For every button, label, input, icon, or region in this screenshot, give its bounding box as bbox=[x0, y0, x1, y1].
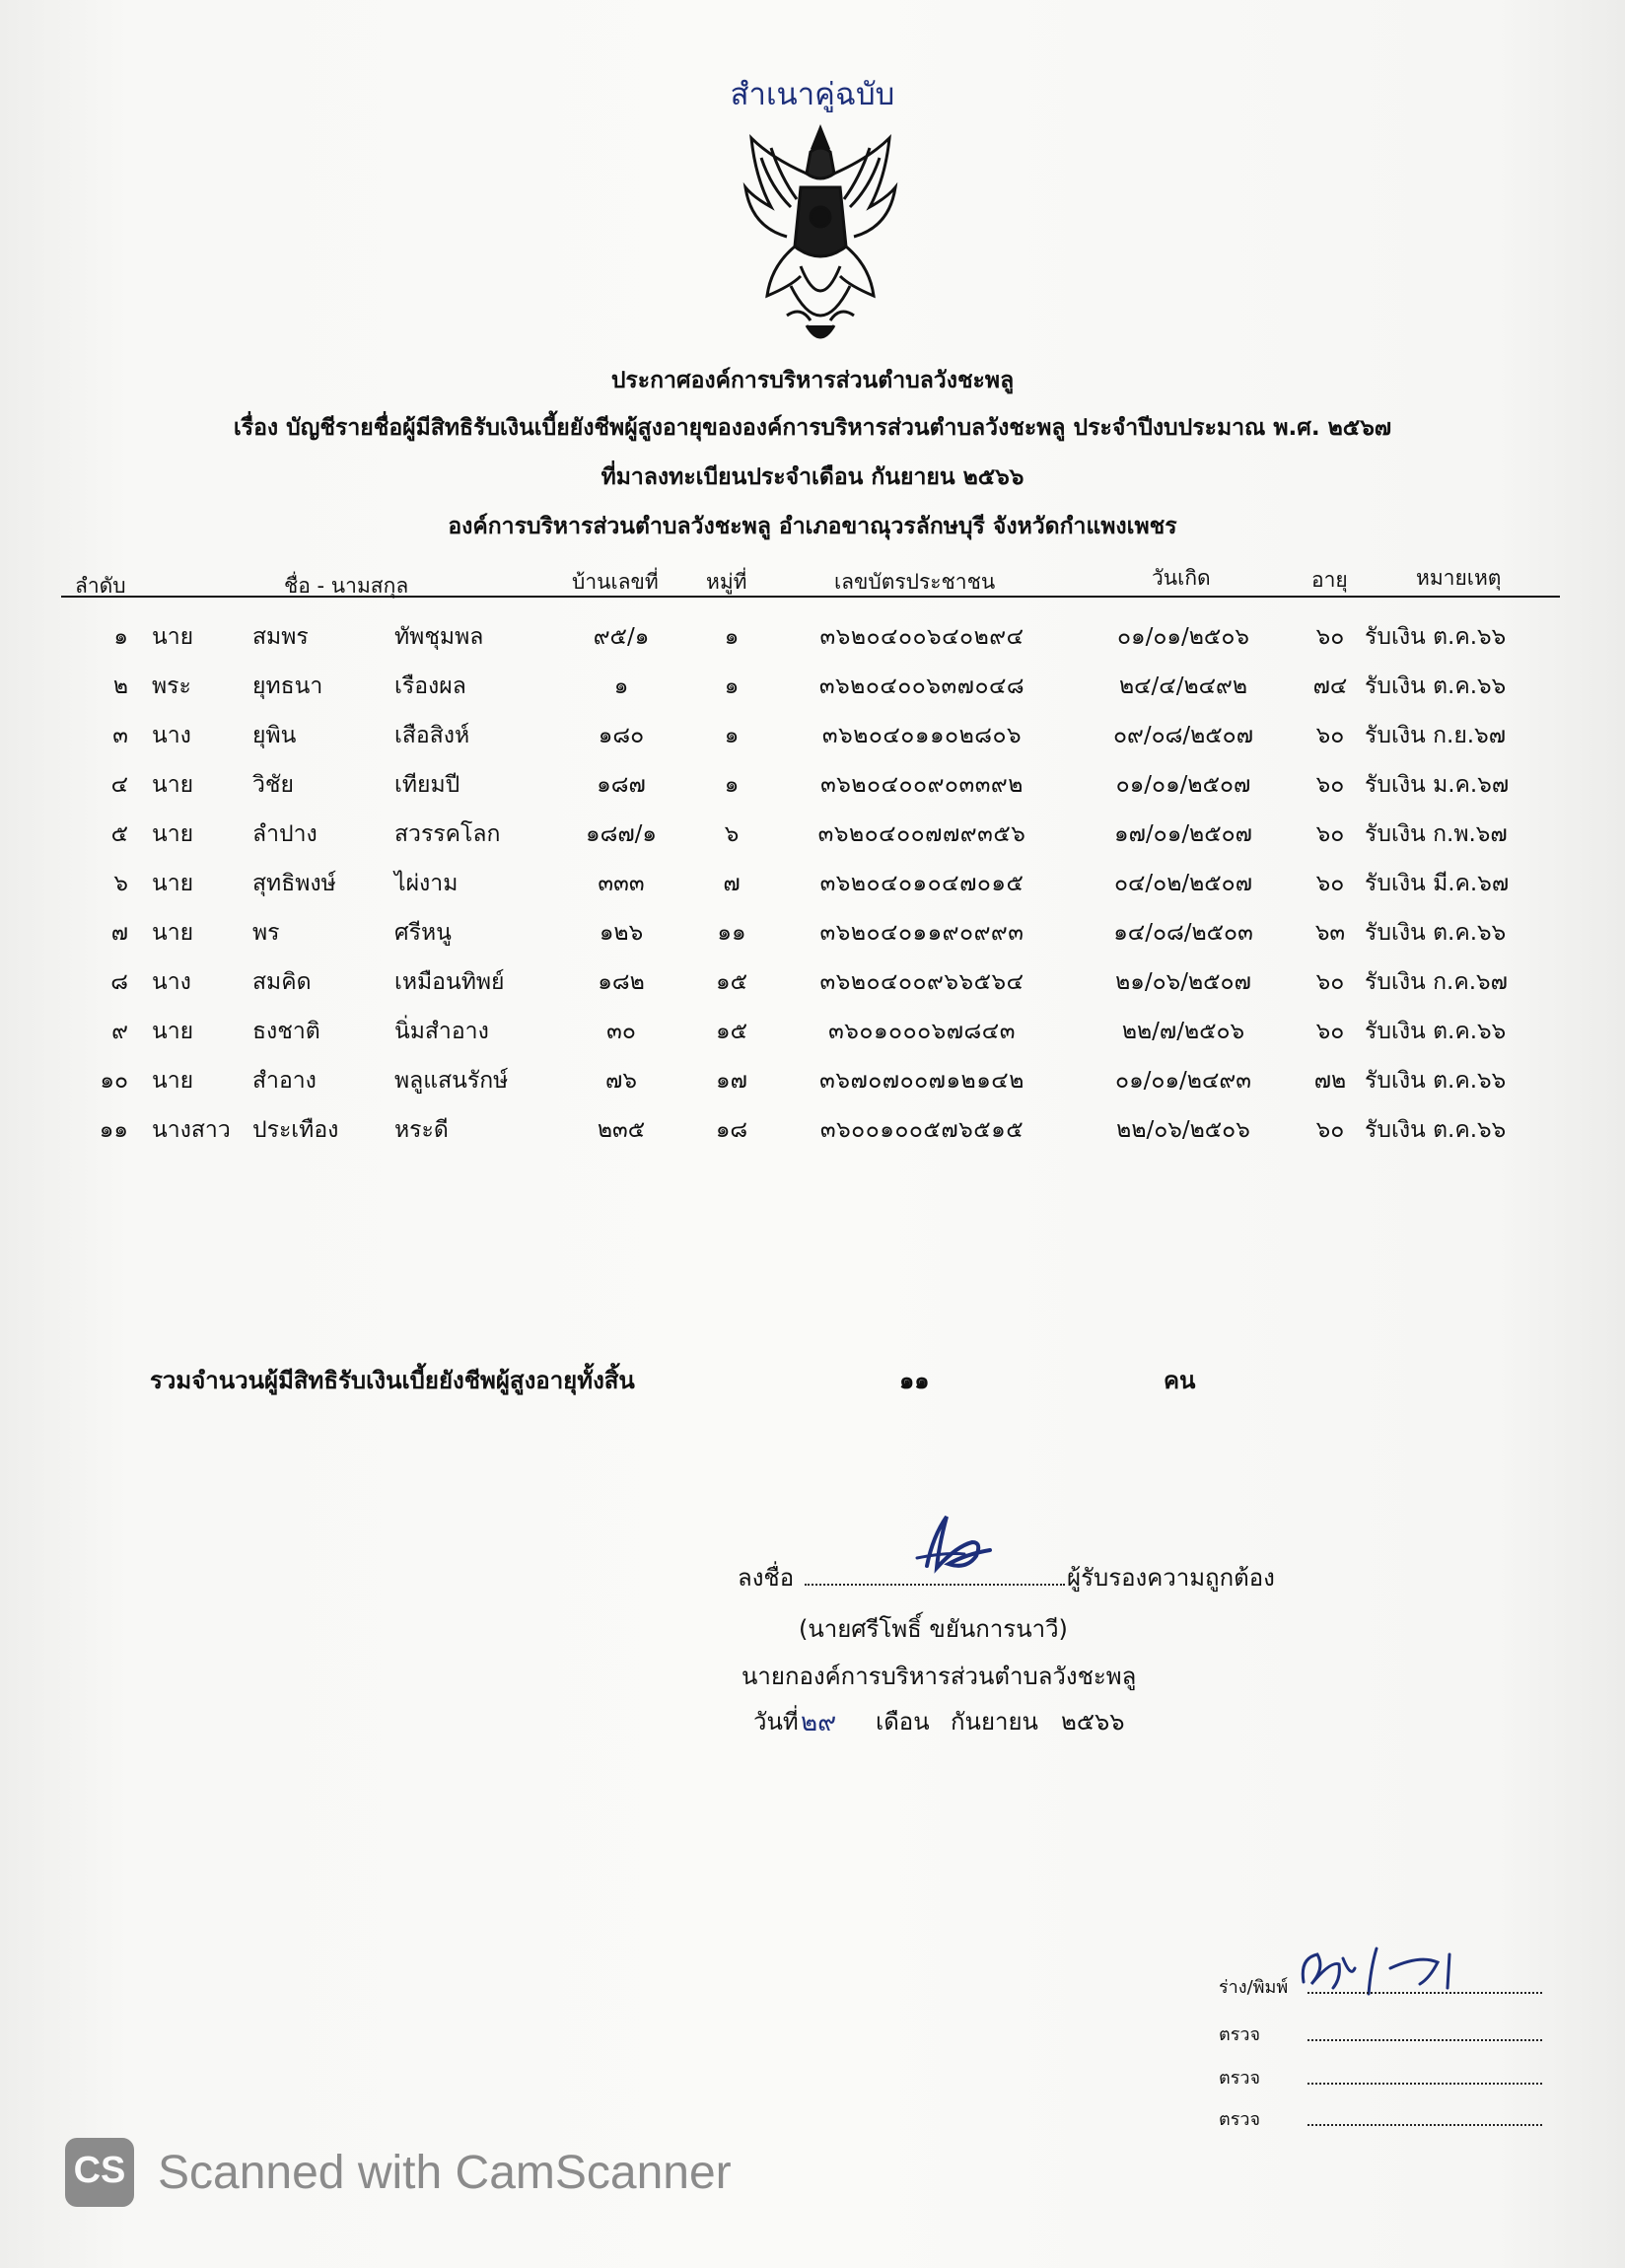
table-row bbox=[0, 1055, 1625, 1104]
row-age: ๖๓ bbox=[1314, 920, 1346, 946]
check-dotted-line-1 bbox=[1307, 2039, 1542, 2041]
check-label-1: ตรวจ bbox=[1219, 2024, 1261, 2045]
row-remark: รับเงิน ก.พ.๖๗ bbox=[1365, 821, 1508, 847]
row-no: ๕ bbox=[110, 821, 128, 847]
row-remark: รับเงิน ต.ค.๖๖ bbox=[1365, 673, 1507, 699]
col-header-no: ลำดับ bbox=[75, 574, 126, 598]
row-first-name: สำอาง bbox=[252, 1068, 317, 1094]
row-no: ๓ bbox=[112, 723, 128, 748]
row-no: ๑๑ bbox=[99, 1117, 128, 1143]
row-first-name: ธงชาติ bbox=[252, 1019, 320, 1044]
table-row bbox=[0, 907, 1625, 957]
table-row bbox=[0, 1006, 1625, 1055]
table-row bbox=[0, 710, 1625, 759]
col-header-name: ชื่อ - นามสกุล bbox=[284, 574, 409, 598]
row-no: ๗ bbox=[110, 920, 128, 946]
row-last-name: สวรรคโลก bbox=[394, 821, 501, 847]
row-id: ๓๖๐๐๑๐๐๕๗๖๕๑๕ bbox=[819, 1117, 1024, 1143]
row-remark: รับเงิน ต.ค.๖๖ bbox=[1365, 1117, 1507, 1143]
row-title: นาย bbox=[152, 821, 194, 847]
row-age: ๖๐ bbox=[1315, 772, 1345, 798]
row-remark: รับเงิน ต.ค.๖๖ bbox=[1365, 920, 1507, 946]
row-first-name: ลำปาง bbox=[252, 821, 318, 847]
row-remark: รับเงิน ต.ค.๖๖ bbox=[1365, 624, 1507, 650]
table-row bbox=[0, 661, 1625, 710]
row-dob: ๑๔/๐๘/๒๕๐๓ bbox=[1113, 920, 1253, 946]
table-row bbox=[0, 611, 1625, 661]
row-house: ๒๓๕ bbox=[597, 1117, 646, 1143]
row-last-name: ไผ่งาม bbox=[394, 871, 459, 896]
row-id: ๓๖๒๐๔๐๑๑๐๒๘๐๖ bbox=[821, 723, 1023, 748]
row-dob: ๐๑/๐๑/๒๕๐๖ bbox=[1117, 624, 1249, 650]
typed-by-label: ร่าง/พิมพ์ bbox=[1219, 1977, 1289, 1998]
row-no: ๑๐ bbox=[100, 1068, 128, 1094]
col-header-dob: วันเกิด bbox=[1152, 566, 1211, 590]
row-title: นาย bbox=[152, 1019, 194, 1044]
row-title: นาย bbox=[152, 624, 194, 650]
signer-role: ผู้รับรองความถูกต้อง bbox=[1067, 1564, 1275, 1592]
row-dob: ๒๒/๐๖/๒๕๐๖ bbox=[1116, 1117, 1250, 1143]
table-row bbox=[0, 858, 1625, 907]
row-village: ๖ bbox=[724, 821, 740, 847]
row-village: ๑ bbox=[724, 624, 740, 650]
date-day: ๒๙ bbox=[801, 1708, 837, 1737]
col-header-remark: หมายเหตุ bbox=[1416, 566, 1502, 590]
row-last-name: เหมือนทิพย์ bbox=[394, 969, 505, 995]
row-title: พระ bbox=[152, 673, 191, 699]
row-no: ๑ bbox=[113, 624, 128, 650]
row-dob: ๐๑/๐๑/๒๔๙๓ bbox=[1115, 1068, 1251, 1094]
row-age: ๖๐ bbox=[1315, 871, 1345, 896]
copy-stamp: สำเนาคู่ฉบับ bbox=[730, 77, 895, 112]
row-id: ๓๖๒๐๔๐๐๗๗๙๓๕๖ bbox=[817, 821, 1026, 847]
row-dob: ๐๙/๐๘/๒๕๐๗ bbox=[1112, 723, 1254, 748]
handwritten-initials-icon bbox=[1282, 1939, 1499, 1998]
row-age: ๗๔ bbox=[1312, 673, 1348, 699]
announcement-title: ประกาศองค์การบริหารส่วนตำบลวังชะพลู bbox=[610, 368, 1015, 393]
row-remark: รับเงิน ต.ค.๖๖ bbox=[1365, 1019, 1507, 1044]
col-header-house: บ้านเลขที่ bbox=[572, 570, 659, 594]
row-remark: รับเงิน ต.ค.๖๖ bbox=[1365, 1068, 1507, 1094]
row-house: ๙๕/๑ bbox=[593, 624, 650, 650]
registration-month: ที่มาลงทะเบียนประจำเดือน กันยายน ๒๕๖๖ bbox=[601, 464, 1024, 490]
row-house: ๑๒๖ bbox=[599, 920, 644, 946]
col-header-village: หมู่ที่ bbox=[706, 570, 747, 594]
row-age: ๖๐ bbox=[1315, 624, 1345, 650]
row-dob: ๐๑/๐๑/๒๕๐๗ bbox=[1115, 772, 1251, 798]
row-title: นาง bbox=[152, 969, 191, 995]
row-no: ๖ bbox=[113, 871, 128, 896]
row-id: ๓๖๐๑๐๐๐๖๗๘๔๓ bbox=[828, 1019, 1016, 1044]
date-prefix: วันที่ bbox=[753, 1708, 799, 1736]
table-header bbox=[0, 560, 1625, 600]
col-header-age: อายุ bbox=[1311, 568, 1348, 592]
garuda-emblem-icon bbox=[732, 118, 909, 355]
row-age: ๗๒ bbox=[1313, 1068, 1347, 1094]
row-house: ๑๘๒ bbox=[598, 969, 645, 995]
total-label: รวมจำนวนผู้มีสิทธิรับเงินเบี้ยยังชีพผู้สูงอายุทั้งสิ้น bbox=[150, 1367, 635, 1394]
row-id: ๓๖๒๐๔๐๐๙๖๖๕๖๔ bbox=[819, 969, 1024, 995]
row-title: นาย bbox=[152, 1068, 194, 1094]
row-last-name: ศรีหนู bbox=[394, 920, 452, 946]
row-last-name: หระดี bbox=[394, 1117, 449, 1143]
date-month: กันยายน bbox=[951, 1708, 1038, 1736]
row-house: ๑๘๗ bbox=[597, 772, 646, 798]
row-id: ๓๖๒๐๔๐๑๐๔๗๐๑๕ bbox=[819, 871, 1024, 896]
row-first-name: ประเทือง bbox=[252, 1117, 339, 1143]
row-village: ๗ bbox=[723, 871, 741, 896]
total-value: ๑๑ bbox=[899, 1367, 930, 1394]
row-first-name: สมคิด bbox=[252, 969, 312, 995]
row-village: ๑๘ bbox=[715, 1117, 748, 1143]
camscanner-watermark: Scanned with CamScanner bbox=[158, 2147, 732, 2199]
organization-location: องค์การบริหารส่วนตำบลวังชะพลู อำเภอขาณุวรลักษบุรี จังหวัดกำแพงเพชร bbox=[448, 514, 1177, 539]
header-rule bbox=[61, 596, 1560, 598]
row-village: ๑๕ bbox=[715, 969, 747, 995]
row-dob: ๒๔/๔/๒๔๙๒ bbox=[1118, 673, 1248, 699]
row-first-name: ยุพิน bbox=[252, 723, 297, 748]
row-no: ๔ bbox=[110, 772, 128, 798]
row-remark: รับเงิน ก.ย.๖๗ bbox=[1365, 723, 1506, 748]
row-remark: รับเงิน ก.ค.๖๗ bbox=[1365, 969, 1508, 995]
row-first-name: ยุทธนา bbox=[252, 673, 323, 699]
beneficiary-table bbox=[0, 611, 1625, 1154]
row-house: ๑๘๐ bbox=[598, 723, 645, 748]
row-last-name: เทียมปี bbox=[394, 772, 460, 798]
row-remark: รับเงิน มี.ค.๖๗ bbox=[1365, 871, 1510, 896]
row-no: ๒ bbox=[112, 673, 128, 699]
row-title: นางสาว bbox=[152, 1117, 231, 1143]
row-house: ๓๓๓ bbox=[598, 871, 645, 896]
row-house: ๓๐ bbox=[606, 1019, 636, 1044]
row-last-name: พลูแสนรักษ์ bbox=[394, 1068, 509, 1094]
row-title: นาย bbox=[152, 920, 194, 946]
row-first-name: พร bbox=[252, 920, 280, 946]
row-age: ๖๐ bbox=[1315, 723, 1345, 748]
row-first-name: สุทธิพงษ์ bbox=[252, 871, 336, 896]
row-title: นาย bbox=[152, 871, 194, 896]
row-no: ๙ bbox=[111, 1019, 128, 1044]
handwritten-signature-icon bbox=[887, 1507, 1016, 1586]
row-dob: ๒๑/๐๖/๒๕๐๗ bbox=[1115, 969, 1251, 995]
camscanner-logo-text: CS bbox=[73, 2150, 126, 2191]
row-id: ๓๖๒๐๔๐๑๑๙๐๙๙๓ bbox=[819, 920, 1024, 946]
table-row bbox=[0, 957, 1625, 1006]
row-house: ๗๖ bbox=[605, 1068, 637, 1094]
row-village: ๑ bbox=[724, 723, 740, 748]
row-last-name: ทัพชุมพล bbox=[394, 624, 484, 650]
row-remark: รับเงิน ม.ค.๖๗ bbox=[1365, 772, 1510, 798]
total-summary bbox=[150, 1361, 1333, 1400]
row-id: ๓๖๒๐๔๐๐๖๓๗๐๔๘ bbox=[818, 673, 1025, 699]
row-title: นาย bbox=[152, 772, 194, 798]
row-village: ๑๗ bbox=[716, 1068, 747, 1094]
row-id: ๓๖๗๐๗๐๐๗๑๒๑๔๒ bbox=[819, 1068, 1024, 1094]
table-row bbox=[0, 1104, 1625, 1154]
row-village: ๑ bbox=[724, 673, 740, 699]
row-village: ๑๑ bbox=[717, 920, 746, 946]
check-dotted-line-3 bbox=[1307, 2124, 1542, 2126]
row-age: ๖๐ bbox=[1315, 969, 1345, 995]
row-village: ๑ bbox=[724, 772, 740, 798]
row-age: ๖๐ bbox=[1315, 821, 1345, 847]
row-house: ๑ bbox=[613, 673, 629, 699]
row-last-name: เสือสิงห์ bbox=[394, 723, 470, 748]
row-first-name: วิชัย bbox=[252, 772, 295, 798]
row-id: ๓๖๒๐๔๐๐๖๔๐๒๙๔ bbox=[819, 624, 1024, 650]
row-no: ๘ bbox=[110, 969, 128, 995]
check-label-2: ตรวจ bbox=[1219, 2068, 1261, 2089]
row-age: ๖๐ bbox=[1315, 1117, 1345, 1143]
date-year: ๒๕๖๖ bbox=[1061, 1708, 1125, 1736]
camscanner-logo-icon bbox=[65, 2138, 134, 2207]
signer-name: (นายศรีโพธิ์ ขยันการนาวี) bbox=[799, 1615, 1068, 1643]
total-unit: คน bbox=[1164, 1367, 1196, 1394]
row-first-name: สมพร bbox=[252, 624, 309, 650]
row-id: ๓๖๒๐๔๐๐๙๐๓๓๙๒ bbox=[820, 772, 1024, 798]
row-dob: ๒๒/๗/๒๕๐๖ bbox=[1121, 1019, 1245, 1044]
date-month-label: เดือน bbox=[876, 1708, 930, 1736]
row-village: ๑๕ bbox=[715, 1019, 747, 1044]
signer-position: นายกองค์การบริหารส่วนตำบลวังชะพลู bbox=[742, 1663, 1137, 1690]
check-label-3: ตรวจ bbox=[1219, 2109, 1261, 2130]
col-header-id: เลขบัตรประชาชน bbox=[834, 570, 996, 594]
check-dotted-line-2 bbox=[1307, 2083, 1542, 2085]
row-last-name: เรืองผล bbox=[394, 673, 466, 699]
announcement-subject: เรื่อง บัญชีรายชื่อผู้มีสิทธิรับเงินเบี้ยยังชีพผู้สูงอายุขององค์การบริหารส่วนตำบลวังชะพลู ประจำปีงบประมาณ พ.ศ. ๒๕๖๗ bbox=[233, 415, 1392, 441]
row-age: ๖๐ bbox=[1315, 1019, 1345, 1044]
row-house: ๑๘๗/๑ bbox=[586, 821, 657, 847]
row-last-name: นิ่มสำอาง bbox=[394, 1019, 489, 1044]
row-title: นาง bbox=[152, 723, 191, 748]
row-dob: ๑๗/๐๑/๒๕๐๗ bbox=[1114, 821, 1252, 847]
sign-label: ลงชื่อ bbox=[738, 1564, 795, 1592]
table-row bbox=[0, 759, 1625, 809]
table-row bbox=[0, 809, 1625, 858]
row-dob: ๐๔/๐๒/๒๕๐๗ bbox=[1113, 871, 1253, 896]
typed-by-dotted-line bbox=[1307, 1992, 1542, 1994]
